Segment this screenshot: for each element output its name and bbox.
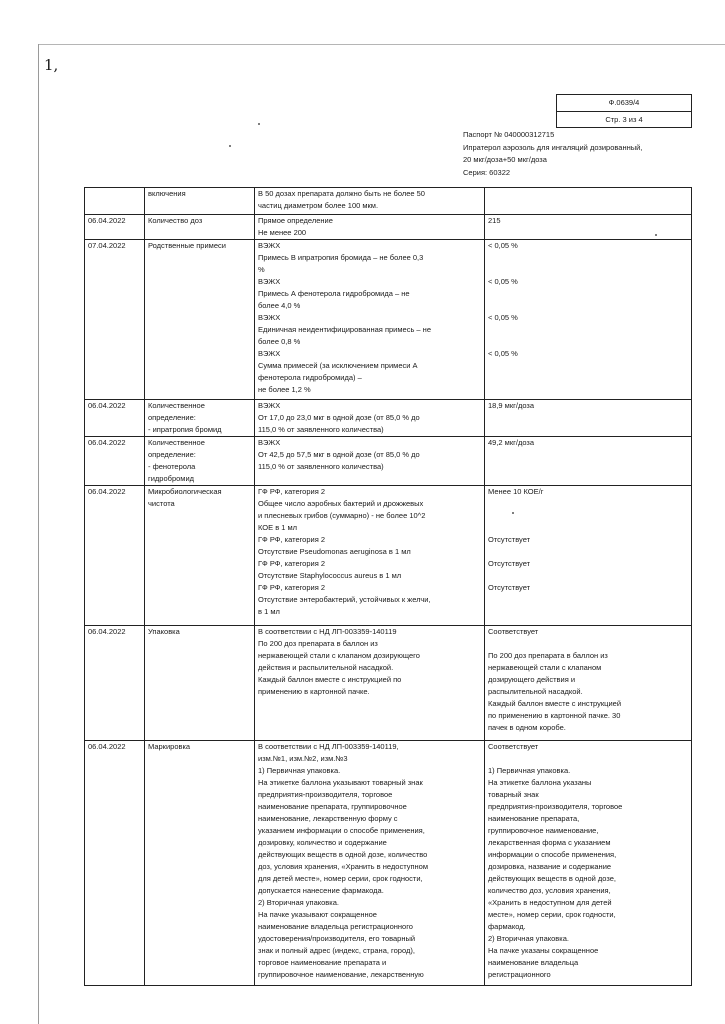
- method-cell: [255, 215, 485, 240]
- cell-line: Каждый баллон вместе с инструкцией: [488, 699, 622, 708]
- date-cell: 06.04.2022: [85, 437, 145, 486]
- table-row: [85, 400, 692, 437]
- cell-line: Количественное: [148, 438, 205, 447]
- cell-line: В соответствии с НД ЛП-003359-140119,: [258, 742, 399, 751]
- cell-line: предприятия-производителя, торговое: [488, 802, 623, 811]
- cell-line: < 0,05 %: [488, 349, 518, 358]
- cell-line: КОЕ в 1 мл: [258, 523, 298, 532]
- cell-line: [488, 522, 688, 534]
- cell-line: < 0,05 %: [488, 241, 518, 250]
- date-cell: 06.04.2022: [85, 486, 145, 626]
- cell-line: ВЭЖХ: [258, 277, 281, 286]
- cell-line: - ипратропия бромид: [148, 425, 222, 434]
- cell-line: Маркировка: [148, 742, 191, 751]
- cell-line: По 200 доз препарата в баллон из: [488, 651, 608, 660]
- table-row: [85, 240, 692, 400]
- cell-line: Прямое определение: [258, 216, 333, 225]
- cell-line: Микробиологическая: [148, 487, 222, 496]
- cell-line: [488, 300, 688, 312]
- scan-speck: [258, 123, 260, 125]
- cell-line: нержавеющей стали с клапаном: [488, 663, 602, 672]
- indicator-cell: [145, 215, 255, 240]
- table-row: [85, 741, 692, 986]
- cell-line: [488, 252, 688, 264]
- date-cell: [85, 188, 145, 215]
- cell-line: ВЭЖХ: [258, 241, 281, 250]
- cell-line: Менее 10 КОЕ/г: [488, 487, 544, 496]
- method-cell: [255, 400, 485, 437]
- cell-line: 115,0 % от заявленного количества): [258, 425, 384, 434]
- cell-line: < 0,05 %: [488, 313, 518, 322]
- passport-header: [463, 129, 642, 179]
- cell-line: удостоверения/производителя, его товарный: [258, 934, 416, 943]
- result-cell: [485, 400, 692, 437]
- result-cell: [485, 437, 692, 486]
- date-cell: 07.04.2022: [85, 240, 145, 400]
- cell-line: Соответствует: [488, 742, 539, 751]
- cell-line: действующих веществ в одной дозе,: [488, 874, 617, 883]
- cell-line: дозирующего действия и: [488, 675, 576, 684]
- page-indicator: Стр. 3 из 4: [605, 115, 643, 124]
- cell-line: 18,9 мкг/доза: [488, 401, 535, 410]
- cell-line: Сумма примесей (за исключением примеси А: [258, 361, 418, 370]
- cell-line: определение:: [148, 450, 196, 459]
- form-number-box: [556, 94, 692, 128]
- cell-line: [488, 264, 688, 276]
- cell-line: ВЭЖХ: [258, 313, 281, 322]
- cell-line: [488, 288, 688, 300]
- cell-line: Отсутствует: [488, 559, 531, 568]
- table-row: [85, 626, 692, 741]
- cell-line: ВЭЖХ: [258, 401, 281, 410]
- result-cell: [485, 215, 692, 240]
- cell-line: по применению в картонной пачке. 30: [488, 711, 621, 720]
- cell-line: чистота: [148, 499, 175, 508]
- cell-line: ГФ РФ, категория 2: [258, 559, 326, 568]
- indicator-cell: [145, 486, 255, 626]
- cell-line: ВЭЖХ: [258, 349, 281, 358]
- form-code: Ф.0639/4: [557, 95, 691, 112]
- result-cell: [485, 188, 692, 215]
- cell-line: месте», номер серии, срок годности,: [488, 910, 616, 919]
- cell-line: количество доз, условия хранения,: [488, 886, 611, 895]
- cell-line: указанием информации о способе применения,: [258, 826, 425, 835]
- cell-line: и плесневых грибов (суммарно) - не более 10^2: [258, 511, 426, 520]
- cell-line: частиц диаметром более 100 мкм.: [258, 201, 379, 210]
- date-cell: 06.04.2022: [85, 741, 145, 986]
- cell-line: От 17,0 до 23,0 мкг в одной дозе (от 85,0 % до: [258, 413, 420, 422]
- indicator-cell: [145, 240, 255, 400]
- method-cell: [255, 626, 485, 741]
- method-cell: [255, 240, 485, 400]
- cell-line: [488, 546, 688, 558]
- cell-line: 49,2 мкг/доза: [488, 438, 535, 447]
- cell-line: Примесь А фенотерола гидробромида – не: [258, 289, 410, 298]
- cell-line: группировочное наименование,: [488, 826, 599, 835]
- cell-line: На этикетке баллона указывают товарный знак: [258, 778, 423, 787]
- cell-line: Родственные примеси: [148, 241, 226, 250]
- result-cell: [485, 741, 692, 986]
- cell-line: [488, 510, 688, 522]
- indicator-cell: [145, 400, 255, 437]
- cell-line: < 0,05 %: [488, 277, 518, 286]
- cell-line: Общее число аэробных бактерий и дрожжевых: [258, 499, 424, 508]
- cell-line: фенотерола гидробромида) –: [258, 373, 362, 382]
- cell-line: Количественное: [148, 401, 205, 410]
- cell-line: знак и полный адрес (индекс, страна, город),: [258, 946, 415, 955]
- product-name: Ипратерол аэрозоль для ингаляций дозированный,: [463, 142, 643, 152]
- quality-control-table: [84, 187, 692, 986]
- cell-line: включения: [148, 189, 186, 198]
- method-cell: [255, 741, 485, 986]
- table-row: [85, 486, 692, 626]
- cell-line: 1) Первичная упаковка.: [258, 766, 341, 775]
- cell-line: Отсутствие Staphylococcus aureus в 1 мл: [258, 571, 402, 580]
- cell-line: нержавеющей стали с клапаном дозирующего: [258, 651, 420, 660]
- cell-line: наименование владельца регистрационного: [258, 922, 413, 931]
- handwritten-page-mark: 1,: [44, 56, 59, 74]
- result-cell: [485, 240, 692, 400]
- cell-line: [488, 753, 688, 765]
- cell-line: От 42,5 до 57,5 мкг в одной дозе (от 85,0 % до: [258, 450, 420, 459]
- cell-line: изм.№1, изм.№2, изм.№3: [258, 754, 348, 763]
- cell-line: ВЭЖХ: [258, 438, 281, 447]
- batch-number: Серия: 60322: [463, 167, 511, 177]
- date-cell: 06.04.2022: [85, 400, 145, 437]
- cell-line: регистрационного: [488, 970, 551, 979]
- cell-line: [488, 324, 688, 336]
- cell-line: лекарственная форма с указанием: [488, 838, 611, 847]
- cell-line: наименование препарата, группировочное: [258, 802, 407, 811]
- cell-line: предприятия-производителя, торговое: [258, 790, 393, 799]
- method-cell: [255, 437, 485, 486]
- cell-line: Каждый баллон вместе с инструкцией по: [258, 675, 402, 684]
- cell-line: По 200 доз препарата в баллон из: [258, 639, 378, 648]
- cell-line: 2) Вторичная упаковка.: [258, 898, 339, 907]
- cell-line: Отсутствие энтеробактерий, устойчивых к желчи,: [258, 595, 431, 604]
- cell-line: действующих веществ в одной дозе, количество: [258, 850, 428, 859]
- cell-line: 2) Вторичная упаковка.: [488, 934, 569, 943]
- passport-number: Паспорт № 040000312715: [463, 130, 555, 139]
- cell-line: Отсутствует: [488, 583, 531, 592]
- scan-edge-left: [38, 44, 39, 1024]
- cell-line: действия и распылительной насадкой.: [258, 663, 394, 672]
- cell-line: наименование, лекарственную форму с: [258, 814, 398, 823]
- cell-line: Не менее 200: [258, 228, 307, 237]
- cell-line: наименование владельца: [488, 958, 579, 967]
- table-row: [85, 188, 692, 215]
- cell-line: Упаковка: [148, 627, 180, 636]
- cell-line: информации о способе применения,: [488, 850, 617, 859]
- cell-line: более 0,8 %: [258, 337, 301, 346]
- cell-line: в 1 мл: [258, 607, 280, 616]
- cell-line: товарный знак: [488, 790, 539, 799]
- cell-line: [488, 638, 688, 650]
- cell-line: фармакод.: [488, 922, 526, 931]
- indicator-cell: [145, 437, 255, 486]
- cell-line: дозировку, количество и содержание: [258, 838, 387, 847]
- cell-line: определение:: [148, 413, 196, 422]
- cell-line: 1) Первичная упаковка.: [488, 766, 571, 775]
- cell-line: торговое наименование препарата и: [258, 958, 387, 967]
- scan-speck: [229, 145, 231, 147]
- scan-edge-top: [38, 44, 725, 45]
- cell-line: На этикетке баллона указаны: [488, 778, 592, 787]
- result-cell: [485, 486, 692, 626]
- cell-line: ГФ РФ, категория 2: [258, 535, 326, 544]
- cell-line: 215: [488, 216, 501, 225]
- cell-line: 115,0 % от заявленного количества): [258, 462, 384, 471]
- product-dosage: 20 мкг/доза+50 мкг/доза: [463, 155, 547, 164]
- date-cell: 06.04.2022: [85, 626, 145, 741]
- cell-line: доз, условия хранения, «Хранить в недоступном: [258, 862, 428, 871]
- cell-line: %: [258, 265, 265, 274]
- cell-line: Соответствует: [488, 627, 539, 636]
- cell-line: применению в картонной пачке.: [258, 687, 370, 696]
- cell-line: не более 1,2 %: [258, 385, 311, 394]
- cell-line: Единичная неидентифицированная примесь – не: [258, 325, 431, 334]
- cell-line: более 4,0 %: [258, 301, 301, 310]
- cell-line: гидробромид: [148, 474, 195, 483]
- date-cell: 06.04.2022: [85, 215, 145, 240]
- cell-line: В соответствии с НД ЛП-003359-140119: [258, 627, 397, 636]
- cell-line: наименование препарата,: [488, 814, 580, 823]
- cell-line: - фенотерола: [148, 462, 196, 471]
- cell-line: На пачке указаны сокращенное: [488, 946, 599, 955]
- table-row: [85, 215, 692, 240]
- cell-line: На пачке указывают сокращенное: [258, 910, 377, 919]
- cell-line: [488, 570, 688, 582]
- table-row: [85, 437, 692, 486]
- indicator-cell: [145, 188, 255, 215]
- cell-line: дозировка, название и содержание: [488, 862, 612, 871]
- method-cell: [255, 188, 485, 215]
- cell-line: [488, 498, 688, 510]
- cell-line: допускается нанесение фармакода.: [258, 886, 384, 895]
- cell-line: группировочное наименование, лекарственную: [258, 970, 424, 979]
- method-cell: [255, 486, 485, 626]
- indicator-cell: [145, 741, 255, 986]
- cell-line: Отсутствует: [488, 535, 531, 544]
- cell-line: «Хранить в недоступном для детей: [488, 898, 612, 907]
- cell-line: ГФ РФ, категория 2: [258, 583, 326, 592]
- cell-line: В 50 дозах препарата должно быть не более 50: [258, 189, 425, 198]
- indicator-cell: [145, 626, 255, 741]
- result-cell: [485, 626, 692, 741]
- cell-line: для детей месте», номер серии, срок годности,: [258, 874, 423, 883]
- cell-line: ГФ РФ, категория 2: [258, 487, 326, 496]
- cell-line: пачек в одном коробе.: [488, 723, 566, 732]
- cell-line: Отсутствие Pseudomonas aeruginosa в 1 мл: [258, 547, 411, 556]
- cell-line: Примесь В ипратропия бромида – не более 0,3: [258, 253, 424, 262]
- cell-line: распылительной насадкой.: [488, 687, 583, 696]
- cell-line: Количество доз: [148, 216, 203, 225]
- cell-line: [488, 336, 688, 348]
